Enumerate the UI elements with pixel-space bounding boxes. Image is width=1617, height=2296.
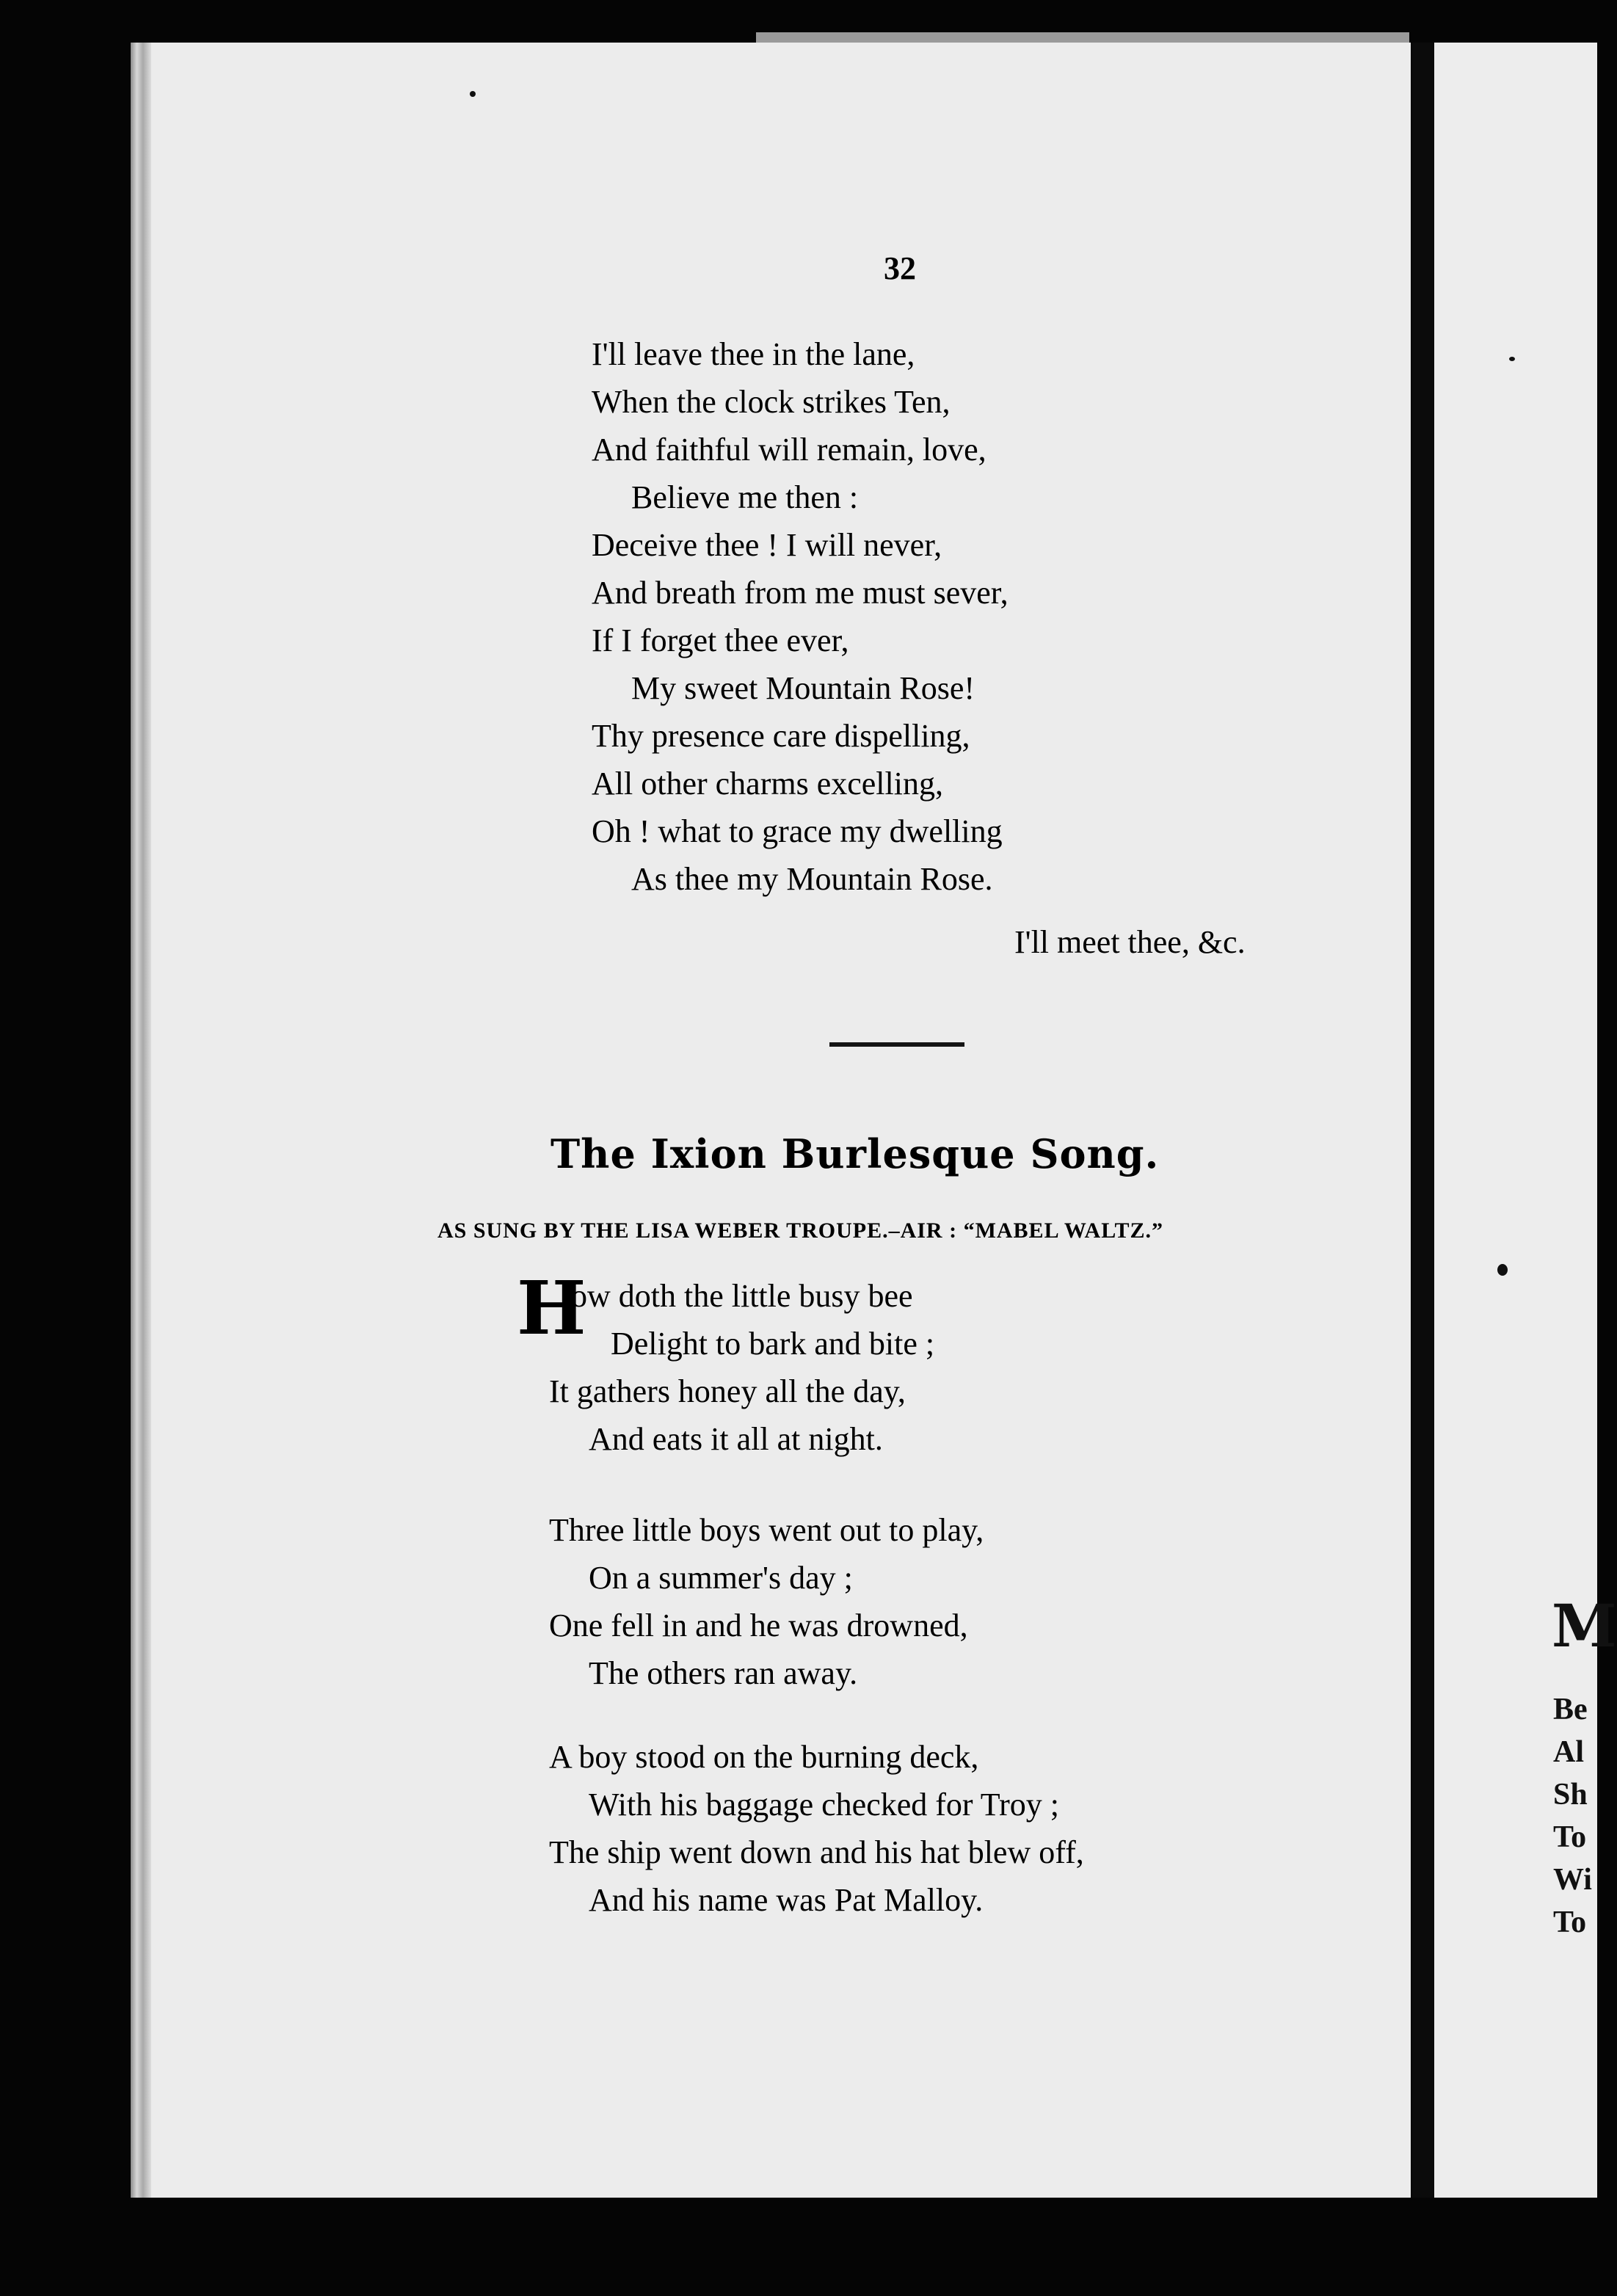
facing-line: To: [1553, 1906, 1587, 1939]
facing-page-initial: M: [1552, 1591, 1617, 1660]
verse-line: Thy presence care dispelling,: [592, 718, 970, 754]
verse-line: The ship went down and his hat blew off,: [549, 1834, 1084, 1870]
facing-line: Al: [1553, 1735, 1584, 1769]
facing-line: To: [1553, 1820, 1587, 1854]
verse-line: If I forget thee ever,: [592, 622, 849, 658]
verse-line: Oh ! what to grace my dwelling: [592, 813, 1003, 849]
verse-line: And his name was Pat Malloy.: [589, 1882, 984, 1918]
book-gutter: [1412, 43, 1434, 2198]
page-stack-edge: [131, 43, 151, 2198]
verse-line: One fell in and he was drowned,: [549, 1607, 968, 1643]
facing-line: Sh: [1553, 1778, 1588, 1812]
verse-1: [571, 1272, 934, 1367]
verse-line: My sweet Mountain Rose!: [631, 670, 975, 706]
song-subtitle: AS SUNG BY THE LISA WEBER TROUPE.–AIR : “MABEL WALTZ.”: [437, 1218, 1163, 1243]
verse-line: All other charms excelling,: [592, 766, 943, 802]
song-title: The Ixion Burlesque Song.: [550, 1130, 1160, 1177]
page-number: 32: [884, 250, 916, 286]
verse-line: The others ran away.: [589, 1655, 858, 1691]
verse-line: With his baggage checked for Troy ;: [589, 1787, 1059, 1823]
verse-1-cont: [549, 1367, 906, 1463]
verse-line: It gathers honey all the day,: [549, 1373, 906, 1409]
verse-line: Three little boys went out to play,: [549, 1512, 984, 1548]
facing-line: Be: [1553, 1693, 1588, 1726]
verse-line: Deceive thee ! I will never,: [592, 527, 942, 563]
verse-3: [549, 1733, 1084, 1924]
verse-line: And faithful will remain, love,: [592, 432, 986, 468]
verse-line: On a summer's day ;: [589, 1560, 853, 1596]
verse-line: Delight to bark and bite ;: [611, 1326, 935, 1362]
verse-2: [549, 1506, 984, 1697]
verse-line: As thee my Mountain Rose.: [631, 861, 993, 897]
previous-song-stanza: [592, 330, 1009, 903]
page-top-edge: [756, 32, 1409, 43]
verse-line: When the clock strikes Ten,: [592, 384, 951, 420]
ink-speck: [470, 91, 476, 97]
section-divider: [829, 1042, 964, 1047]
verse-line: Believe me then :: [631, 479, 859, 515]
drop-cap: H: [517, 1265, 586, 1351]
verse-line: ow doth the little busy bee: [571, 1278, 913, 1314]
ink-speck: [1509, 357, 1515, 361]
chorus-reference: I'll meet thee, &c.: [1014, 924, 1246, 960]
ink-speck: [1497, 1264, 1508, 1276]
facing-line: Wi: [1553, 1863, 1592, 1897]
verse-line: And eats it all at night.: [589, 1421, 883, 1457]
verse-line: And breath from me must sever,: [592, 575, 1009, 611]
verse-line: I'll leave thee in the lane,: [592, 336, 915, 372]
facing-page-fragments: [1553, 1688, 1592, 1944]
verse-line: A boy stood on the burning deck,: [549, 1739, 979, 1775]
